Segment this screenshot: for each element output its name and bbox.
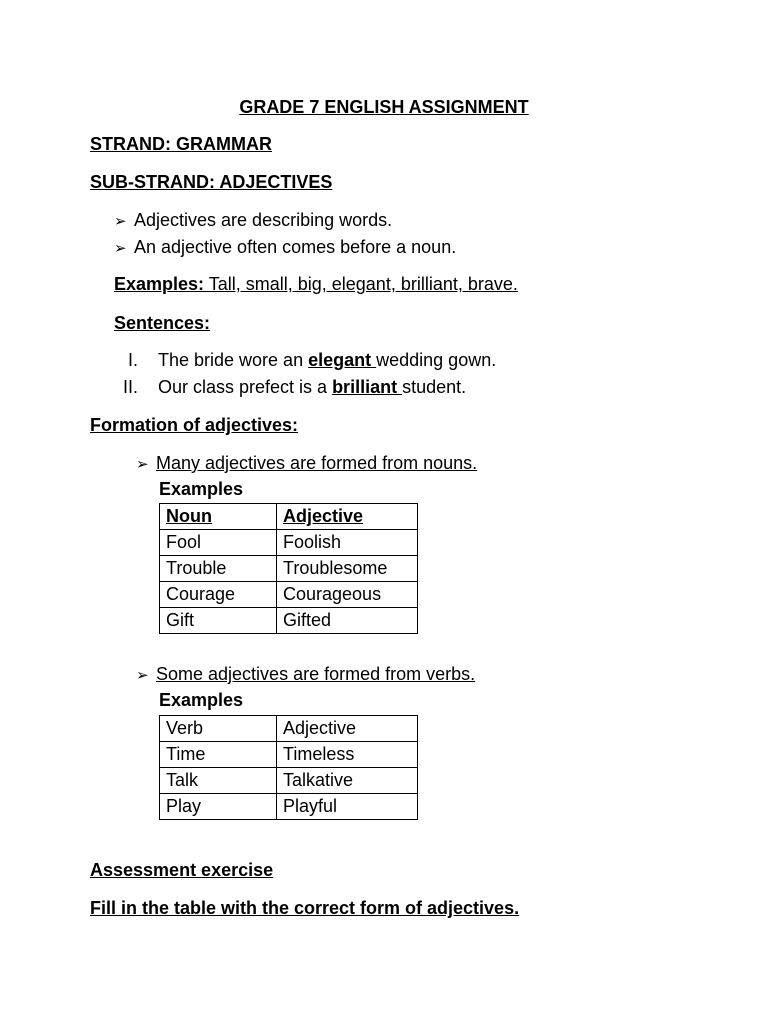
table-row [160, 768, 418, 794]
arrow-bullet-icon: ➢ [136, 667, 149, 684]
table-row [160, 556, 418, 582]
nouns-examples-label: Examples [159, 479, 244, 499]
table-header-cell: Noun [160, 504, 277, 530]
examples-text: Tall, small, big, elegant, brilliant, brave. [204, 274, 518, 294]
table-cell: Foolish [277, 530, 418, 556]
sentence-numeral: II. [122, 377, 138, 397]
table-cell: Gifted [277, 608, 418, 634]
sentence-numeral: I. [127, 350, 138, 370]
table-cell: Talk [160, 768, 277, 794]
sentence-before: The bride wore an [158, 350, 309, 370]
examples-line [114, 273, 518, 295]
table-header-row [160, 716, 418, 742]
sentence-before: Our class prefect is a [158, 377, 333, 397]
table-cell: Playful [277, 794, 418, 820]
table-cell: Courage [160, 582, 277, 608]
table-row [160, 530, 418, 556]
sentence-keyword: elegant [308, 350, 377, 370]
nouns-table [159, 503, 418, 634]
table-header-cell: Adjective [277, 716, 418, 742]
verbs-bullet [136, 663, 475, 687]
verbs-bullet-text: Some adjectives are formed from verbs. [156, 664, 476, 684]
bullet-text: An adjective often comes before a noun. [134, 237, 457, 257]
sentence-keyword: brilliant [332, 377, 403, 397]
table-cell: Timeless [277, 742, 418, 768]
sentence-item [114, 376, 466, 398]
sub-strand-heading: SUB-STRAND: ADJECTIVES [90, 172, 333, 192]
nouns-bullet-text: Many adjectives are formed from nouns. [156, 453, 478, 473]
bullet-item [114, 236, 456, 260]
formation-heading: Formation of adjectives: [90, 415, 299, 435]
table-row [160, 608, 418, 634]
assessment-heading: Assessment exercise [90, 860, 274, 880]
table-row [160, 794, 418, 820]
strand-heading: STRAND: GRAMMAR [90, 134, 272, 154]
sentences-label: Sentences: [114, 313, 211, 333]
arrow-bullet-icon: ➢ [136, 456, 149, 473]
table-header-row [160, 504, 418, 530]
bullet-item [114, 209, 392, 233]
verbs-table [159, 715, 418, 820]
table-cell: Fool [160, 530, 277, 556]
table-cell: Talkative [277, 768, 418, 794]
table-cell: Courageous [277, 582, 418, 608]
arrow-bullet-icon: ➢ [114, 213, 127, 230]
sentence-after: wedding gown. [376, 350, 497, 370]
table-header-cell: Adjective [277, 504, 418, 530]
bullet-text: Adjectives are describing words. [134, 210, 393, 230]
nouns-bullet [136, 452, 477, 476]
table-cell: Time [160, 742, 277, 768]
table-cell: Trouble [160, 556, 277, 582]
instruction-text: Fill in the table with the correct form of adjectives. [90, 898, 520, 918]
arrow-bullet-icon: ➢ [114, 240, 127, 257]
page-title: GRADE 7 ENGLISH ASSIGNMENT [239, 97, 529, 117]
sentence-after: student. [402, 377, 467, 397]
examples-label: Examples: [114, 274, 205, 294]
table-cell: Gift [160, 608, 277, 634]
sentence-item [114, 349, 496, 371]
table-cell: Troublesome [277, 556, 418, 582]
table-row [160, 582, 418, 608]
table-header-cell: Verb [160, 716, 277, 742]
table-row [160, 742, 418, 768]
verbs-examples-label: Examples [159, 690, 244, 710]
table-cell: Play [160, 794, 277, 820]
